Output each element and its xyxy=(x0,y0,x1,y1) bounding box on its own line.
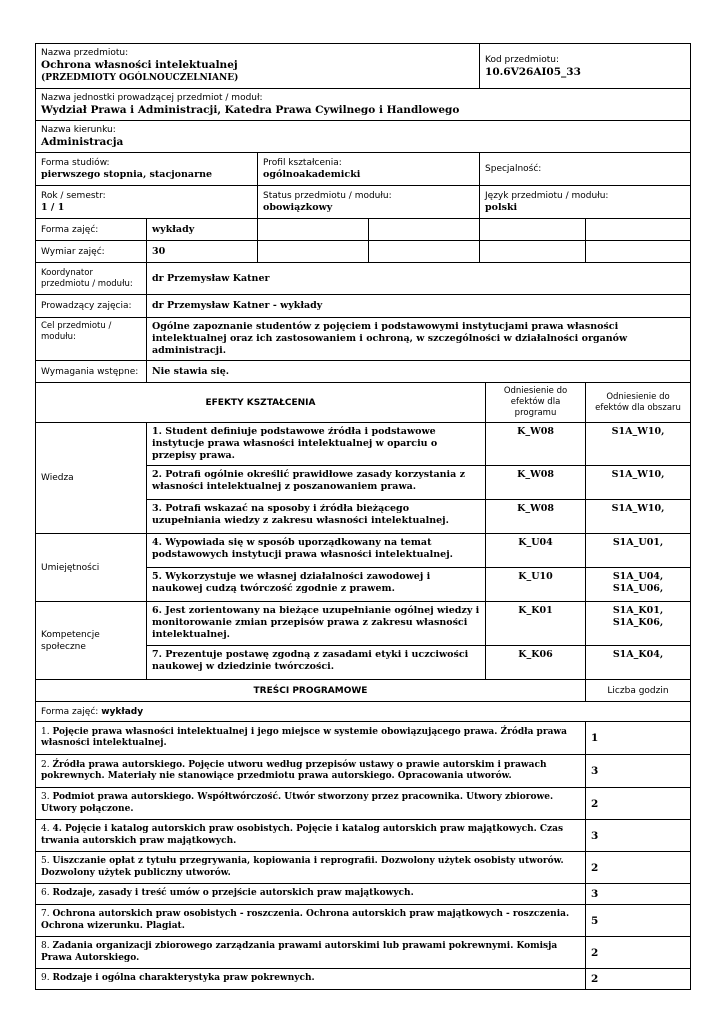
program-item xyxy=(36,722,586,755)
code-cell xyxy=(480,44,691,89)
effect-text: 7. Prezentuje postawę zgodną z zasadami etyki i uczciwości naukowej w dziedzinie twórczości. xyxy=(147,646,486,680)
effects-category-competences: Kompetencje społeczne xyxy=(36,602,147,680)
program-item xyxy=(36,937,586,969)
field-label: Nazwa kierunku: xyxy=(41,125,116,136)
empty-cell xyxy=(480,241,586,263)
program-item-hours: 2 xyxy=(586,937,691,969)
unit-cell xyxy=(36,89,691,121)
year-cell xyxy=(36,186,258,219)
effect-text: 1. Student definiuje podstawowe źródła i podstawowe instytucje prawa własności intelektualnej w oparciu o przepisy prawa. xyxy=(147,423,486,466)
program-item-number: 6. xyxy=(41,888,50,899)
effect-area-ref: S1A_U01, xyxy=(586,534,691,568)
effect-text: 3. Potrafi wskazać na sposoby i źródła bieżącego uzupełniania wiedzy z zakresu własności intelektualnej. xyxy=(147,500,486,534)
effect-area-ref: S1A_K01, S1A_K06, xyxy=(586,602,691,646)
program-item-hours: 2 xyxy=(586,788,691,820)
code-label: Kod przedmiotu: xyxy=(485,54,559,65)
effect-text: 2. Potrafi ogólnie określić prawidłowe zasady korzystania z własności intelektualnej z poszanowaniem prawa. xyxy=(147,466,486,500)
course-header-table xyxy=(35,43,691,383)
status-value: obowiązkowy xyxy=(263,202,333,213)
goal-value: Ogólne zapoznanie studentów z pojęciem i podstawowymi instytucjami prawa własności intelektualnej oraz ich zastosowaniem i ochroną, w szczególności w działalności organów administracji. xyxy=(147,318,691,361)
program-item-text: Pojęcie prawa własności intelektualnej i jego miejsce w systemie obowiązującego prawa. Źródła prawa własności intelektualnej. xyxy=(41,726,567,748)
program-hours-header: Liczba godzin xyxy=(586,680,691,702)
empty-cell xyxy=(586,219,691,241)
language-cell xyxy=(480,186,691,219)
specialty-label: Specjalność: xyxy=(485,164,542,174)
subject-label: Nazwa przedmiotu: xyxy=(41,48,129,58)
program-item xyxy=(36,884,586,905)
program-item-hours: 3 xyxy=(586,820,691,852)
program-item xyxy=(36,969,586,990)
requirements-label: Wymagania wstępne: xyxy=(36,361,147,383)
effects-area-header: Odniesienie do efektów dla obszaru xyxy=(586,383,691,423)
effect-area-ref: S1A_W10, xyxy=(586,466,691,500)
empty-cell xyxy=(258,241,369,263)
program-item-number: 8. xyxy=(41,941,50,951)
program-item-hours: 1 xyxy=(586,722,691,755)
program-item xyxy=(36,852,586,884)
program-item-text: Zadania organizacji zbiorowego zarządzania prawami autorskimi lub prawami pokrewnymi. Komisja Prawa Autorskiego. xyxy=(41,941,558,963)
program-items-table xyxy=(35,721,691,990)
subject-cell: Nazwa przedmiotu: Ochrona własności intelektualnej (PRZEDMIOTY OGÓLNOUCZELNIANE) xyxy=(36,44,480,89)
effect-area-ref: S1A_K04, xyxy=(586,646,691,680)
program-form-prefix: Forma zajęć: xyxy=(41,706,99,717)
field-cell xyxy=(36,121,691,153)
effect-program-ref: K_U10 xyxy=(486,568,586,602)
status-cell xyxy=(258,186,480,219)
empty-cell xyxy=(369,241,480,263)
subject-name: Ochrona własności intelektualnej xyxy=(41,59,238,71)
study-form-label: Forma studiów: xyxy=(41,158,110,168)
coordinator-value: dr Przemysław Katner xyxy=(147,263,691,295)
effect-area-ref: S1A_W10, xyxy=(586,423,691,466)
effect-program-ref: K_K01 xyxy=(486,602,586,646)
year-value: 1 / 1 xyxy=(41,202,65,213)
program-item-text: Ochrona autorskich praw osobistych - roszczenia. Ochrona autorskich praw majątkowych - roszczenia. Ochrona wizerunku. Plagiat. xyxy=(41,909,570,931)
program-item-number: 1. xyxy=(41,726,50,737)
program-form-row xyxy=(36,702,691,722)
program-item xyxy=(36,788,586,820)
hours-label: Wymiar zajęć: xyxy=(36,241,147,263)
program-item-hours: 2 xyxy=(586,969,691,990)
effect-text: 4. Wypowiada się w sposób uporządkowany na temat podstawowych instytucji prawa własności intelektualnej. xyxy=(147,534,486,568)
field-value: Administracja xyxy=(41,136,124,149)
year-label: Rok / semestr: xyxy=(41,191,106,201)
course-syllabus xyxy=(35,43,690,990)
effects-table xyxy=(35,382,691,680)
program-item-number: 7. xyxy=(41,909,50,919)
lecturer-label: Prowadzący zajęcia: xyxy=(36,295,147,318)
program-table xyxy=(35,679,691,722)
program-item-number: 5. xyxy=(41,856,50,866)
program-item-hours: 3 xyxy=(586,884,691,905)
study-form-value: pierwszego stopnia, stacjonarne xyxy=(41,169,213,180)
specialty-cell xyxy=(480,153,691,186)
coordinator-label: Koordynator przedmiotu / modułu: xyxy=(36,263,147,295)
program-item xyxy=(36,820,586,852)
effects-category-skills: Umiejętności xyxy=(36,534,147,602)
status-label: Status przedmiotu / modułu: xyxy=(263,191,392,201)
effect-area-ref: S1A_W10, xyxy=(586,500,691,534)
effect-area-ref: S1A_U04, S1A_U06, xyxy=(586,568,691,602)
class-form-value: wykłady xyxy=(147,219,258,241)
study-form-cell xyxy=(36,153,258,186)
program-form-value: wykłady xyxy=(101,706,144,717)
effects-category-knowledge: Wiedza xyxy=(36,423,147,534)
program-item-text: Rodzaje i ogólna charakterystyka praw pokrewnych. xyxy=(52,973,315,984)
subject-group: PRZEDMIOTY OGÓLNOUCZELNIANE xyxy=(45,72,235,83)
program-item-number: 9. xyxy=(41,973,50,984)
goal-label: Cel przedmiotu / modułu: xyxy=(36,318,147,361)
program-item xyxy=(36,755,586,788)
program-item-number: 3. xyxy=(41,792,50,802)
effect-text: 6. Jest zorientowany na bieżące uzupełnianie ogólnej wiedzy i monitorowanie zmian przepisów prawa z zakresu własności intelektualnej. xyxy=(147,602,486,646)
effect-program-ref: K_W08 xyxy=(486,500,586,534)
empty-cell xyxy=(586,241,691,263)
effect-program-ref: K_W08 xyxy=(486,466,586,500)
effects-program-header: Odniesienie do efektów dla programu xyxy=(486,383,586,423)
program-item-hours: 2 xyxy=(586,852,691,884)
program-item-hours: 3 xyxy=(586,755,691,788)
program-item xyxy=(36,905,586,937)
program-item-text: 4. Pojęcie i katalog autorskich praw osobistych. Pojęcie i katalog autorskich praw majątkowych. Czas trwania autorskich praw majątkowych. xyxy=(41,824,564,846)
program-title: TREŚCI PROGRAMOWE xyxy=(36,680,586,702)
requirements-value: Nie stawia się. xyxy=(147,361,691,383)
empty-cell xyxy=(369,219,480,241)
lecturer-value: dr Przemysław Katner - wykłady xyxy=(147,295,691,318)
program-item-hours: 5 xyxy=(586,905,691,937)
effect-text: 5. Wykorzystuje we własnej działalności zawodowej i naukowej cudzą twórczość zgodnie z prawem. xyxy=(147,568,486,602)
program-item-text: Podmiot prawa autorskiego. Współtwórczość. Utwór stworzony przez pracownika. Utwory zbiorowe. Utwory połączone. xyxy=(41,792,554,814)
effects-title: EFEKTY KSZTAŁCENIA xyxy=(36,383,486,423)
program-item-number: 2. xyxy=(41,759,50,770)
unit-label: Nazwa jednostki prowadzącej przedmiot / moduł: xyxy=(41,93,263,104)
language-label: Język przedmiotu / modułu: xyxy=(485,191,609,201)
profile-label: Profil kształcenia: xyxy=(263,158,342,168)
profile-cell xyxy=(258,153,480,186)
effect-program-ref: K_W08 xyxy=(486,423,586,466)
empty-cell xyxy=(258,219,369,241)
program-item-text: Uiszczanie opłat z tytułu przegrywania, kopiowania i reprografii. Dozwolony użytek osobisty utworów. Dozwolony użytek publiczny utworów. xyxy=(41,856,564,878)
hours-value: 30 xyxy=(147,241,258,263)
program-item-text: Rodzaje, zasady i treść umów o przejście autorskich praw majątkowych. xyxy=(52,888,414,899)
unit-value: Wydział Prawa i Administracji, Katedra Prawa Cywilnego i Handlowego xyxy=(41,104,460,117)
effect-program-ref: K_K06 xyxy=(486,646,586,680)
language-value: polski xyxy=(485,202,518,213)
program-item-text: Źródła prawa autorskiego. Pojęcie utworu według przepisów ustawy o prawie autorskim i prawach pokrewnych. Materiały nie stanowiące przedmiotu prawa autorskiego. Opracowania utworów. xyxy=(41,759,547,781)
program-item-number: 4. xyxy=(41,824,50,834)
effect-program-ref: K_U04 xyxy=(486,534,586,568)
code-value: 10.6V26AI05_33 xyxy=(485,65,581,78)
class-form-label: Forma zajęć: xyxy=(36,219,147,241)
profile-value: ogólnoakademicki xyxy=(263,169,361,180)
empty-cell xyxy=(480,219,586,241)
